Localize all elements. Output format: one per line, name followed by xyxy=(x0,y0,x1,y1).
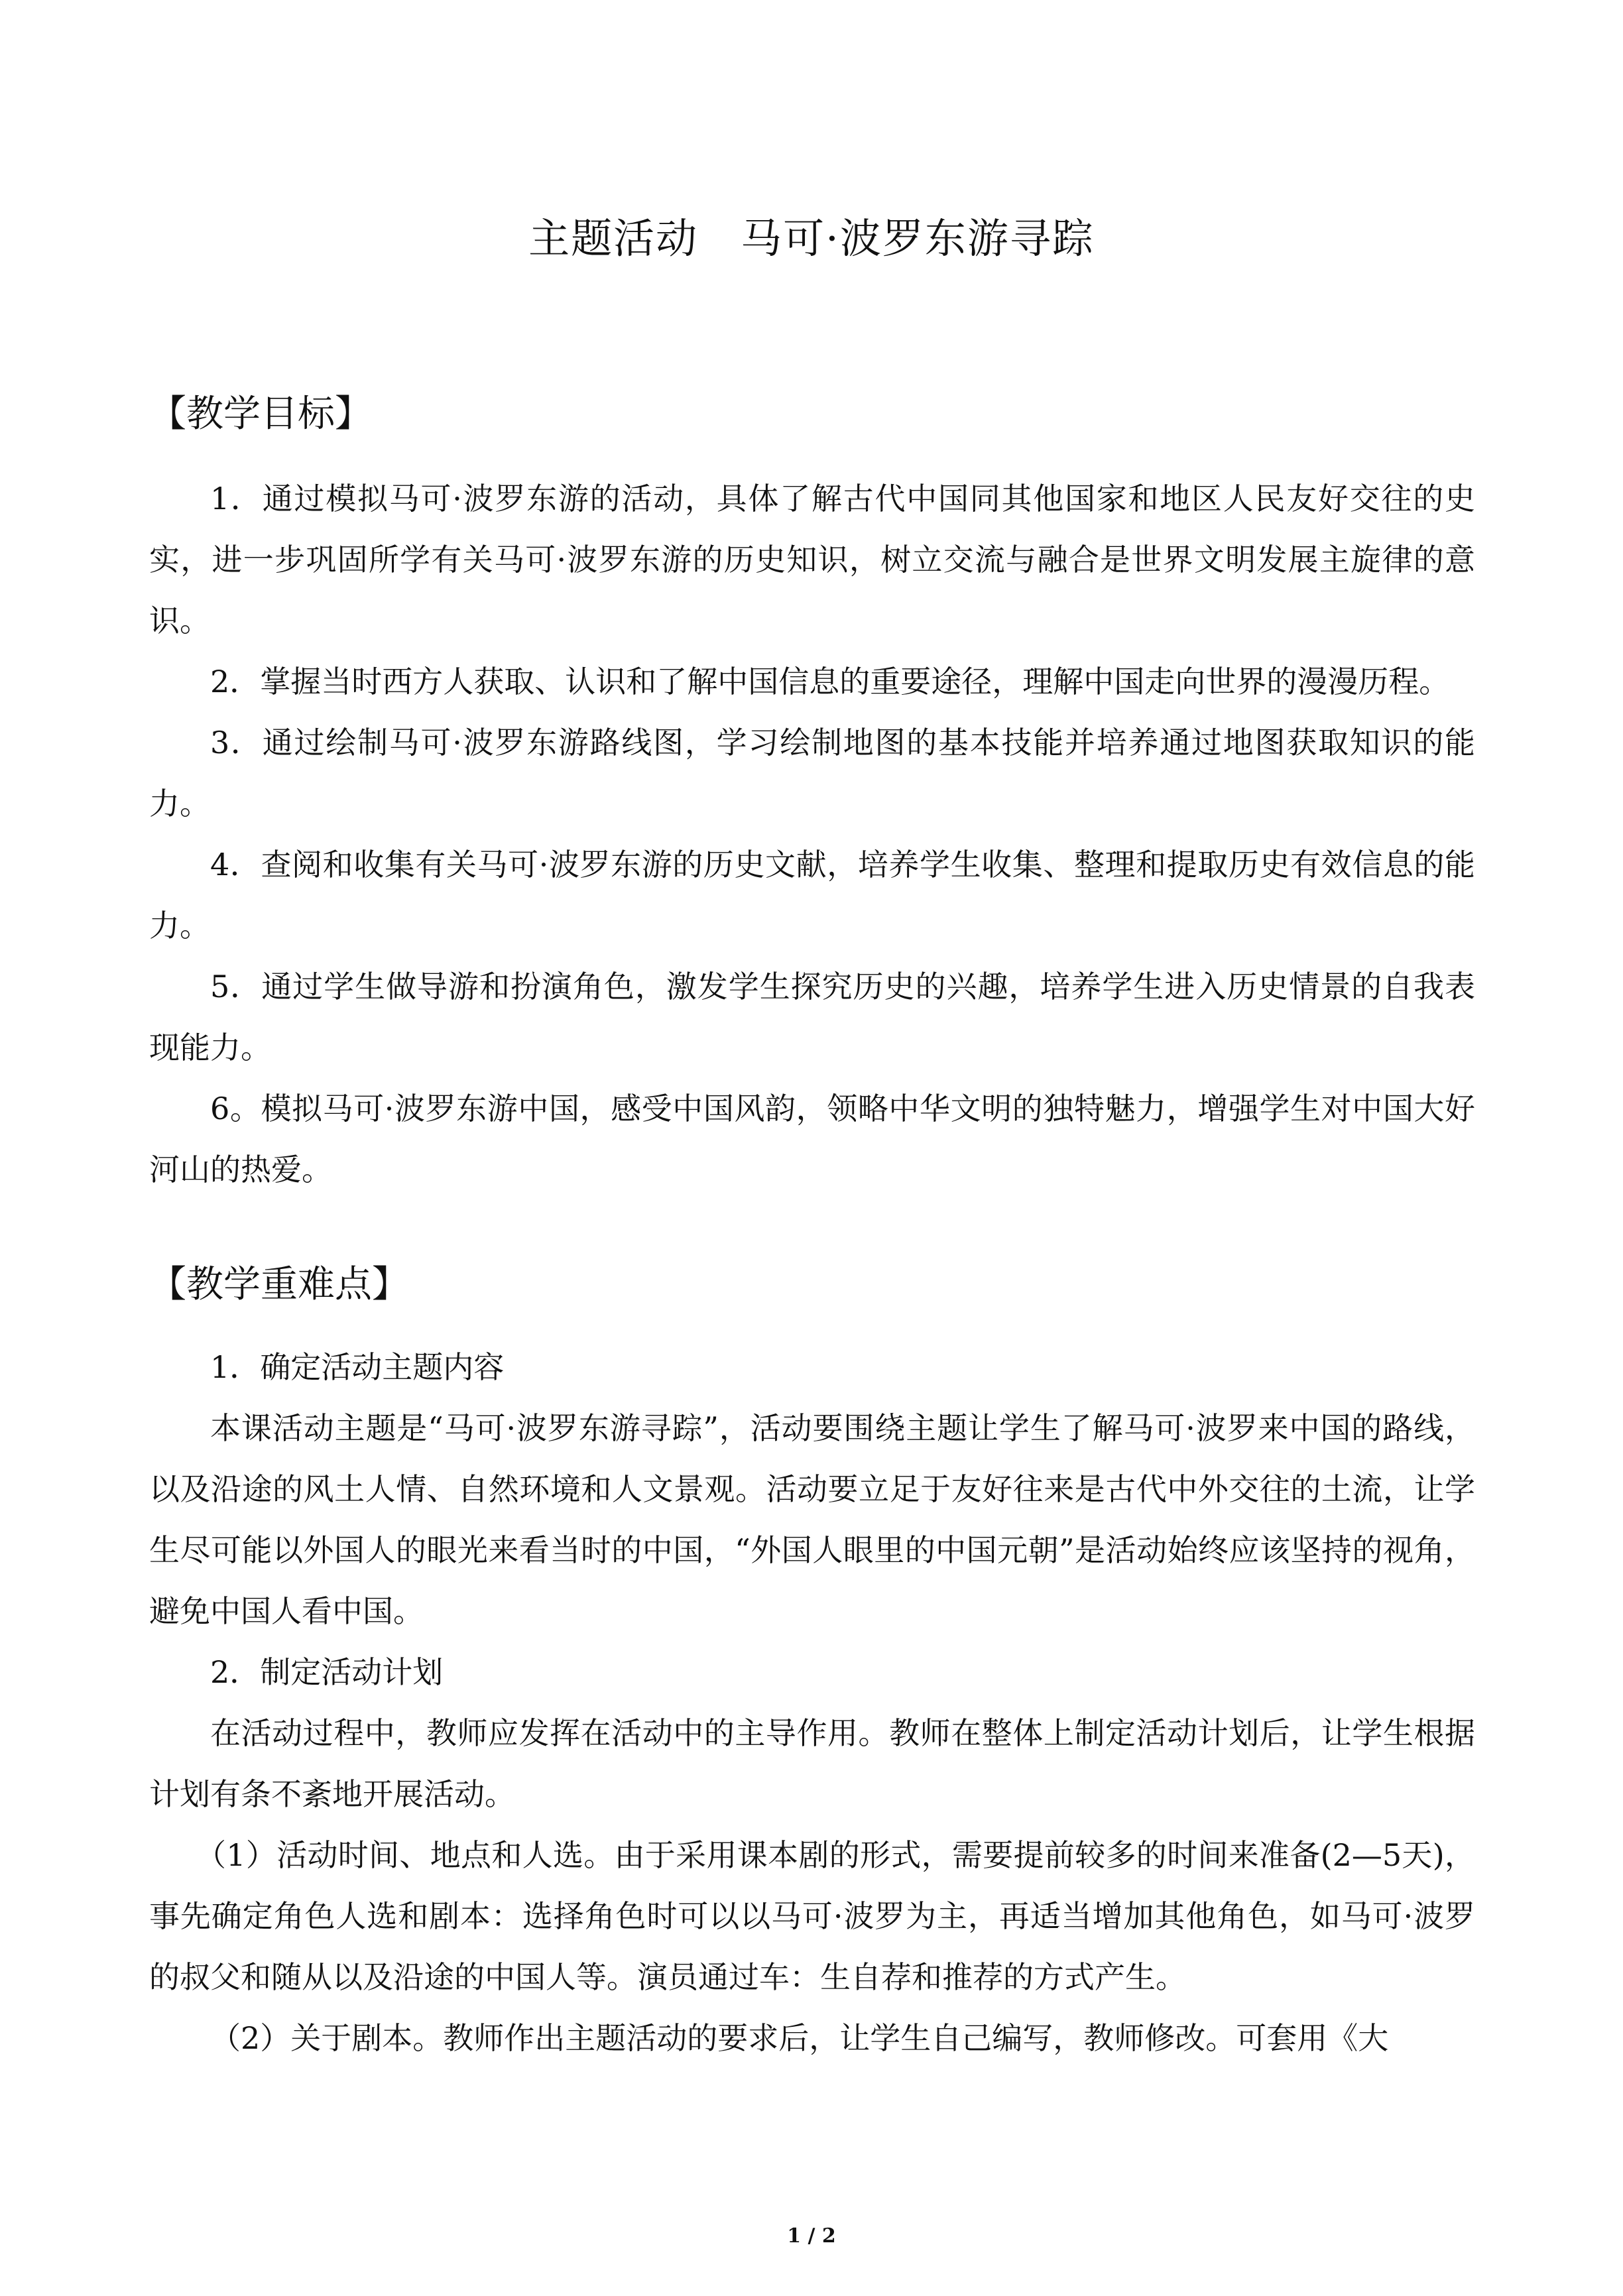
key-point-paragraph: （1）活动时间、地点和人选。由于采用课本剧的形式，需要提前较多的时间来准备(2—5天)，事先确定角色人选和剧本：选择角色时可以以马可·波罗为主，再适当增加其他角色，如马可·波罗的叔父和随从以及沿途的中国人等。演员通过车：生自荐和推荐的方式产生。 xyxy=(149,1837,1475,1995)
key-point-paragraph: 本课活动主题是“马可·波罗东游寻踪”，活动要围绕主题让学生了解马可·波罗来中国的路线，以及沿途的风土人情、自然环境和人文景观。活动要立足于友好往来是古代中外交往的土流，让学生尽可能以外国人的眼光来看当时的中国，“外国人眼里的中国元朝”是活动始终应该坚持的视角，避免中国人看中国。 xyxy=(149,1410,1475,1629)
objective-paragraph: 6。模拟马可·波罗东游中国，感受中国风韵，领略中华文明的独特魅力，增强学生对中国大好河山的热爱。 xyxy=(149,1091,1475,1187)
objective-paragraph: 5．通过学生做导游和扮演角色，激发学生探究历史的兴趣，培养学生进入历史情景的自我表现能力。 xyxy=(149,969,1475,1065)
key-point-paragraph: （2）关于剧本。教师作出主题活动的要求后，让学生自己编写，教师修改。可套用《大 xyxy=(210,2020,1389,2056)
key-point-paragraph: 1．确定活动主题内容 xyxy=(210,1349,505,1385)
objective-paragraph: 4．查阅和收集有关马可·波罗东游的历史文献，培养学生收集、整理和提取历史有效信息的能力。 xyxy=(149,847,1475,943)
key-points-heading: 【教学重难点】 xyxy=(149,1263,409,1306)
objectives-heading: 【教学目标】 xyxy=(149,393,372,436)
document-title: 主题活动 马可·波罗东游寻踪 xyxy=(528,214,1095,263)
page-number: 1 / 2 xyxy=(787,2224,836,2248)
objective-paragraph: 3．通过绘制马可·波罗东游路线图，学习绘制地图的基本技能并培养通过地图获取知识的能力。 xyxy=(149,725,1475,821)
key-points-list xyxy=(149,1337,1475,2069)
objective-paragraph: 1．通过模拟马可·波罗东游的活动，具体了解古代中国同其他国家和地区人民友好交往的史实，进一步巩固所学有关马可·波罗东游的历史知识，树立交流与融合是世界文明发展主旋律的意识。 xyxy=(149,481,1475,638)
objective-paragraph: 2．掌握当时西方人获取、认识和了解中国信息的重要途径，理解中国走向世界的漫漫历程。 xyxy=(210,664,1450,699)
key-point-paragraph: 在活动过程中，教师应发挥在活动中的主导作用。教师在整体上制定活动计划后，让学生根据计划有条不紊地开展活动。 xyxy=(149,1715,1475,1812)
key-point-paragraph: 2．制定活动计划 xyxy=(210,1654,444,1690)
objectives-list xyxy=(149,468,1475,1200)
